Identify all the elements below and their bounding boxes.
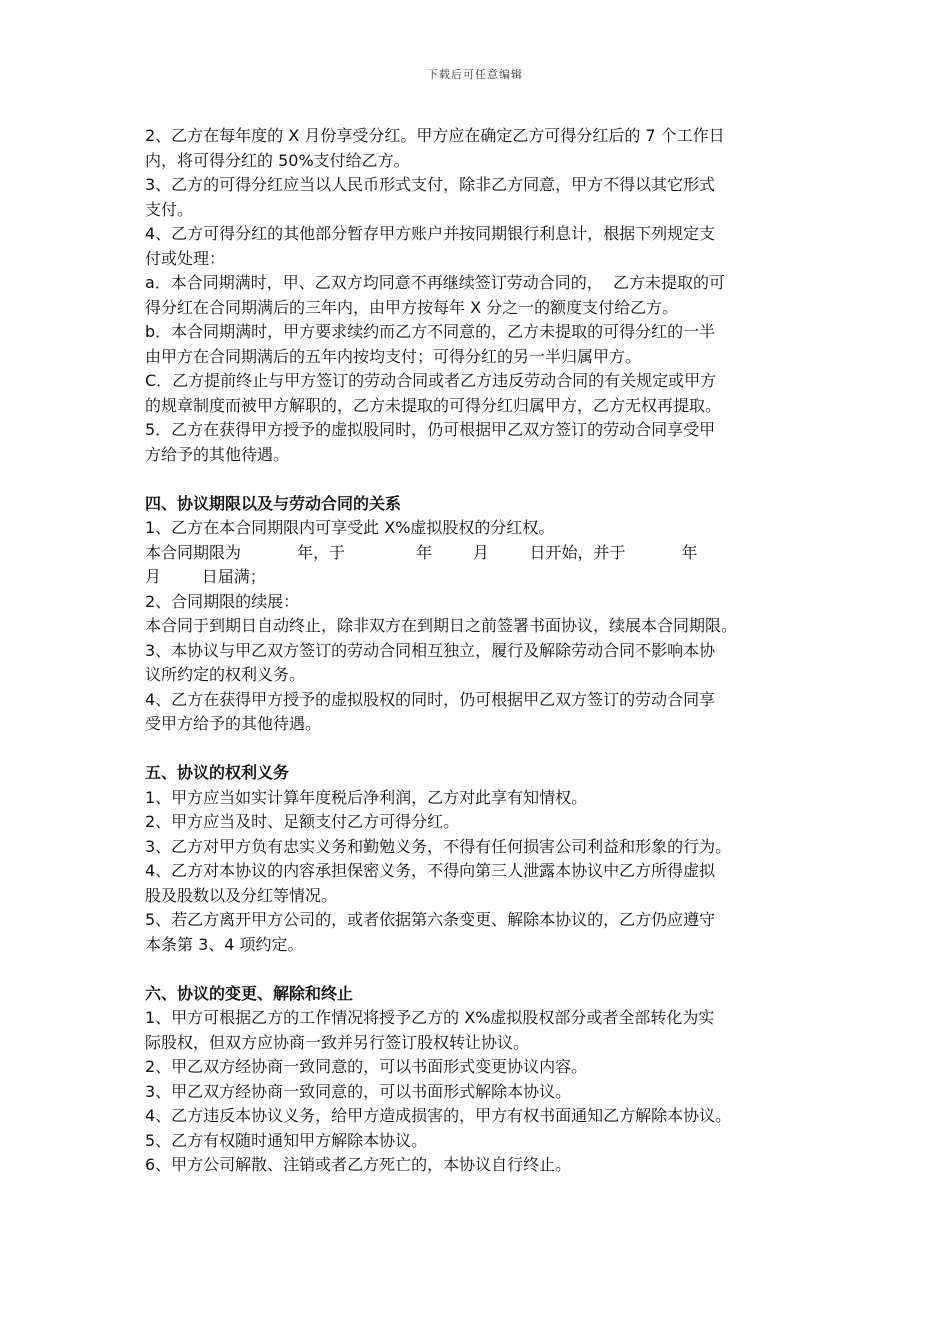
section-heading: 六、协议的变更、解除和终止 [145,983,354,1003]
section-4 [145,492,825,737]
paragraph-line: 1、甲方应当如实计算年度税后净利润，乙方对此享有知情权。 [145,787,588,807]
document-body [145,124,825,1178]
paragraph-line: 3、乙方的可得分红应当以人民币形式支付，除非乙方同意，甲方不得以其它形式 [145,175,716,194]
paragraph-line: 5、若乙方离开甲方公司的，或者依据第六条变更、解除本协议的，乙方仍应遵守 [145,910,716,929]
paragraph-line: 4、乙方在获得甲方授予的虚拟股权的同时，仍可根据甲乙双方签订的劳动合同享 [145,689,716,709]
paragraph-line: 的规章制度而被甲方解职的，乙方未提取的可得分红归属甲方，乙方无权再提取。 [145,395,722,415]
section-heading: 五、协议的权利义务 [145,763,290,782]
paragraph-line: 4、乙方违反本协议义务，给甲方造成损害的，甲方有权书面通知乙方解除本协议。 [145,1106,732,1125]
section-3-continuation [145,124,825,467]
section-heading: 四、协议期限以及与劳动合同的关系 [145,493,402,513]
paragraph-line: 本合同于到期日自动终止，除非双方在到期日之前签署书面协议，续展本合同期限。 [145,616,738,635]
paragraph-line: 受甲方给予的其他待遇。 [145,714,322,733]
paragraph-line: 5．乙方在获得甲方授予的虚拟股同时，仍可根据甲乙双方签订的劳动合同享受甲 [145,420,716,439]
section-6 [145,982,825,1178]
paragraph-line: b．本合同期满时，甲方要求续约而乙方不同意的，乙方未提取的可得分红的一半 [145,322,716,341]
page-header: 下载后可任意编辑 [427,68,523,81]
paragraph-line: 5、乙方有权随时通知甲方解除本协议。 [145,1130,428,1150]
paragraph-line: 付或处理： [145,248,226,268]
paragraph-line: 6、甲方公司解散、注销或者乙方死亡的，本协议自行终止。 [145,1155,572,1174]
paragraph-line: 3、本协议与甲乙双方签订的劳动合同相互独立，履行及解除劳动合同不影响本协 [145,640,716,660]
paragraph-line: 2、乙方在每年度的 X 月份享受分红。甲方应在确定乙方可得分红后的 7 个工作日 [145,126,725,145]
section-5 [145,761,825,957]
paragraph-line: 3、乙方对甲方负有忠实义务和勤勉义务，不得有任何损害公司利益和形象的行为。 [145,836,732,856]
paragraph-line: 4、乙方对本协议的内容承担保密义务，不得向第三人泄露本协议中乙方所得虚拟 [145,861,716,880]
paragraph-line: a．本合同期满时，甲、乙双方均同意不再继续签订劳动合同的， 乙方未提取的可 [145,273,725,292]
paragraph-line: 支付。 [145,199,194,219]
section-gap [145,957,825,982]
paragraph-line: 2、合同期限的续展： [145,591,300,611]
paragraph-line: 4、乙方可得分红的其他部分暂存甲方账户并按同期银行利息计，根据下列规定支 [145,224,716,243]
paragraph-line: 1、甲方可根据乙方的工作情况将授予乙方的 X%虚拟股权部分或者全部转化为实 [145,1008,715,1027]
paragraph-line: 得分红在合同期满后的三年内，由甲方按每年 X 分之一的额度支付给乙方。 [145,297,679,317]
paragraph-line: 本条第 3、4 项约定。 [145,934,304,954]
paragraph-line: 月 日届满； [145,567,266,586]
section-gap [145,467,825,492]
paragraph-line: 2、甲乙双方经协商一致同意的，可以书面形式变更协议内容。 [145,1057,588,1076]
paragraph-line: 内，将可得分红的 50%支付给乙方。 [145,150,410,170]
paragraph-line: 际股权，但双方应协商一致并另行签订股权转让协议。 [145,1032,530,1052]
paragraph-line: 议所约定的权利义务。 [145,665,306,684]
paragraph-line: 2、甲方应当及时、足额支付乙方可得分红。 [145,812,460,831]
paragraph-line: 1、乙方在本合同期限内可享受此 X%虚拟股权的分红权。 [145,518,555,537]
paragraph-line: 由甲方在合同期满后的五年内按均支付；可得分红的另一半归属甲方。 [145,346,642,366]
section-gap [145,737,825,762]
paragraph-line: C．乙方提前终止与甲方签订的劳动合同或者乙方违反劳动合同的有关规定或甲方 [145,371,717,390]
paragraph-line: 方给予的其他待遇。 [145,444,290,464]
paragraph-line: 股及股数以及分红等情况。 [145,885,338,905]
paragraph-line: 本合同期限为 年，于 年 月 日开始，并于 年 [145,542,698,562]
paragraph-line: 3、甲乙双方经协商一致同意的，可以书面形式解除本协议。 [145,1081,572,1101]
